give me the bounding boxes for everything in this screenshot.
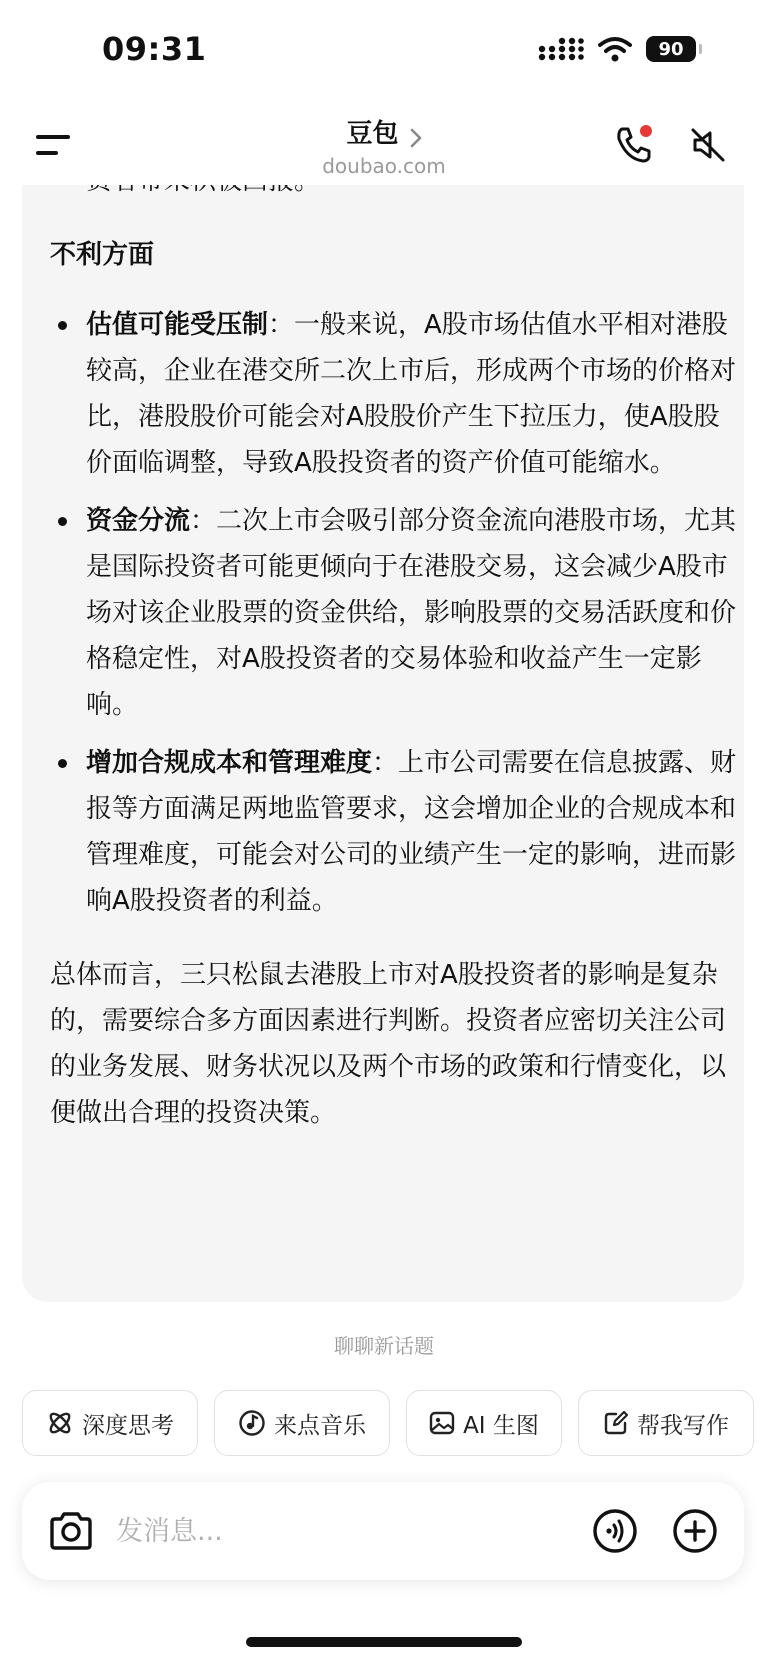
mute-icon[interactable] (688, 125, 728, 165)
bullet-term: 资金分流 (86, 506, 191, 536)
chip-label: 帮我写作 (637, 1412, 729, 1439)
wifi-icon (598, 36, 632, 62)
phone-icon[interactable] (612, 123, 656, 167)
chevron-right-icon (410, 128, 422, 148)
atom-icon (46, 1409, 74, 1437)
bullet-text: ：二次上市会吸引部分资金流向港股市场，尤其是国际投资者可能更倾向于在港股交易，这会减少A股市场对该企业股票的资金供给，影响股票的交易活跃度和价格稳定性，对A股投资者的交易体验和收益产生一定影响。 (86, 506, 737, 720)
chat-header (0, 105, 768, 185)
signal-icon (538, 37, 584, 61)
message-input[interactable] (116, 1508, 496, 1554)
bullet-term: 估值可能受压制 (86, 310, 269, 340)
chip-music[interactable] (214, 1390, 390, 1456)
summary-paragraph: 总体而言，三只松鼠去港股上市对A股投资者的影响是复杂的，需要综合多方面因素进行判断。投资者应密切关注公司的业务发展、财务状况以及两个市场的政策和行情变化，以便做出合理的投资决策。 (50, 960, 727, 1128)
bullet-item (50, 740, 740, 924)
bullet-item (50, 302, 740, 486)
image-icon (429, 1410, 455, 1436)
home-indicator[interactable] (246, 1637, 522, 1647)
chip-ai-image[interactable] (406, 1390, 562, 1456)
suggestion-chips (22, 1390, 754, 1456)
battery-icon: 90 (646, 36, 696, 62)
message-content (50, 172, 740, 1136)
status-icons (538, 36, 696, 62)
chip-label: 来点音乐 (274, 1412, 366, 1439)
bullet-text: ：上市公司需要在信息披露、财报等方面满足两地监管要求，这会增加企业的合规成本和管理难度，可能会对公司的业绩产生一定的影响，进而影响A股投资者的利益。 (86, 748, 737, 916)
new-topic-link[interactable]: 聊聊新话题 (334, 1334, 434, 1358)
chip-deep-thinking[interactable] (22, 1390, 198, 1456)
status-time: 09:31 (102, 30, 207, 68)
camera-icon[interactable] (48, 1510, 94, 1552)
chip-write[interactable] (578, 1390, 754, 1456)
plus-icon[interactable] (672, 1508, 718, 1554)
bullet-item (50, 498, 740, 728)
bullet-term: 增加合规成本和管理难度 (86, 748, 373, 778)
header-title[interactable]: 豆包 (346, 119, 399, 149)
bullet-text: ：一般来说，A股市场估值水平相对港股较高，企业在港交所二次上市后，形成两个市场的价格对比，港股股价可能会对A股股价产生下拉压力，使A股股价面临调整，导致A股投资者的资产价值可能缩水。 (86, 310, 737, 478)
voice-icon[interactable] (592, 1508, 638, 1554)
edit-icon (603, 1410, 629, 1436)
message-input-bar (22, 1482, 744, 1580)
assistant-message-bubble (22, 150, 744, 1302)
chip-label: AI 生图 (463, 1412, 539, 1439)
bullet-list (50, 302, 740, 924)
status-bar (0, 0, 768, 105)
music-icon (238, 1409, 266, 1437)
chip-label: 深度思考 (82, 1412, 174, 1439)
section-title: 不利方面 (50, 240, 155, 270)
header-subtitle: doubao.com (322, 154, 446, 178)
